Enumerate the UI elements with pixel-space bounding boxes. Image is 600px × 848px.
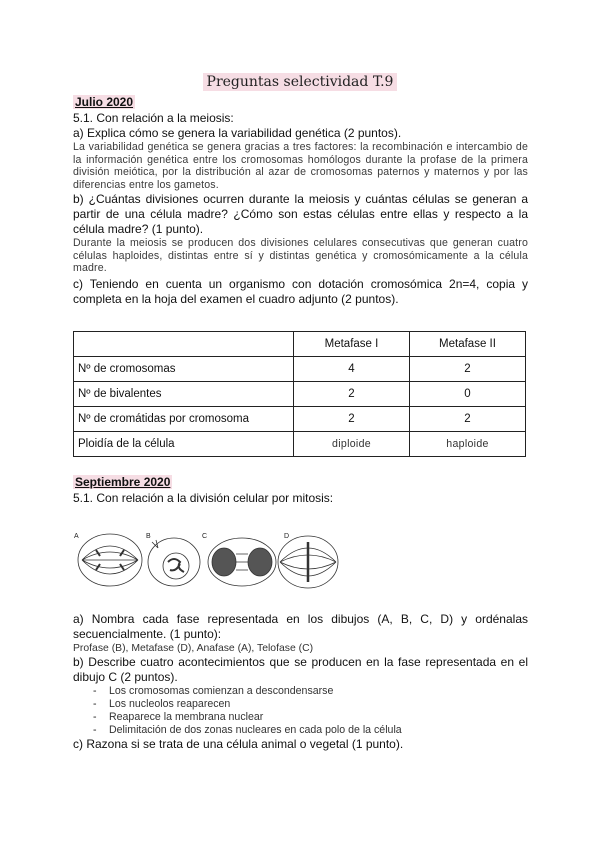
- julio-question-c: c) Teniendo en cuenta un organismo con dotación cromosómica 2n=4, copia y completa en la hoja del examen el cuadro adjunto (2 puntos).: [73, 276, 528, 306]
- figure-label-b: B: [146, 533, 151, 540]
- table-header-cell: [74, 332, 294, 357]
- title-wrapper: [0, 73, 600, 91]
- list-item: - Los nucleolos reaparecen: [93, 698, 528, 711]
- list-item: - Los cromosomas comienzan a descondensarse: [93, 685, 528, 698]
- table-row: [74, 382, 526, 407]
- table-row-label: Nº de cromosomas: [74, 357, 294, 382]
- table-row-label: Nº de cromátidas por cromosoma: [74, 407, 294, 432]
- table-cell: 2: [294, 382, 410, 407]
- julio-section: [73, 93, 528, 307]
- julio-question-a: a) Explica cómo se genera la variabilidad genética (2 puntos).: [73, 126, 402, 140]
- figure-label-c: C: [202, 533, 208, 540]
- table-row-label: Nº de bivalentes: [74, 382, 294, 407]
- page-title: Preguntas selectividad T.9: [203, 73, 398, 91]
- table-row: [74, 407, 526, 432]
- septiembre-question-c: c) Razona si se trata de una célula animal o vegetal (1 punto).: [73, 737, 404, 751]
- cell-a-drawing: [78, 534, 142, 586]
- table-header-cell: Metafase I: [294, 332, 410, 357]
- table-header-row: [74, 332, 526, 357]
- table-cell: haploide: [410, 432, 526, 457]
- meiosis-table: [73, 331, 526, 457]
- septiembre-section: [73, 473, 528, 506]
- julio-question-b: b) ¿Cuántas divisiones ocurren durante la meiosis y cuántas células se generan a partir de una célula madre? ¿Cómo son estas células entre ellas y respecto a la célula madre? (1 punto).: [73, 192, 528, 236]
- mitosis-figure: [72, 522, 342, 594]
- septiembre-questions: [73, 612, 528, 752]
- table-row-label: Ploidía de la célula: [74, 432, 294, 457]
- julio-answer-a: La variabilidad genética se genera gracias a tres factores: la recombinación e intercambio de la información genética entre los cromosomas homólogos durante la profase de la primera división meiótica, por la distribución al azar de cromosomas paternos y maternos y por las diferencias entre los gametos.: [73, 141, 528, 191]
- table-cell: 2: [410, 407, 526, 432]
- cell-b-drawing: [148, 538, 200, 586]
- table-cell: diploide: [294, 432, 410, 457]
- table-header-cell: Metafase II: [410, 332, 526, 357]
- cell-c-drawing: [208, 538, 276, 586]
- table-cell: 0: [410, 382, 526, 407]
- septiembre-intro: 5.1. Con relación a la división celular por mitosis:: [73, 491, 334, 505]
- figure-label-a: A: [74, 533, 79, 540]
- julio-heading: Julio 2020: [75, 95, 134, 109]
- septiembre-question-b: b) Describe cuatro acontecimientos que se producen en la fase representada en el dibujo C (2 puntos).: [73, 655, 528, 684]
- list-item: - Reaparece la membrana nuclear: [93, 711, 528, 724]
- septiembre-heading: Septiembre 2020: [75, 475, 171, 489]
- cell-d-drawing: [278, 536, 338, 588]
- table-cell: 2: [294, 407, 410, 432]
- table-cell: 2: [410, 357, 526, 382]
- table-row: [74, 432, 526, 457]
- list-item: - Delimitación de dos zonas nucleares en cada polo de la célula: [93, 724, 528, 737]
- septiembre-answer-a: Profase (B), Metafase (D), Anafase (A), Telofase (C): [73, 643, 314, 654]
- septiembre-answer-b-list: [73, 685, 528, 737]
- julio-answer-b: Durante la meiosis se producen dos divisiones celulares consecutivas que generan cuatro células haploides, distintas entre sí y distintas genética y cromosómicamente a la célula madre.: [73, 237, 528, 274]
- figure-label-d: D: [284, 533, 290, 540]
- table-row: [74, 357, 526, 382]
- julio-intro: 5.1. Con relación a la meiosis:: [73, 111, 234, 125]
- table-cell: 4: [294, 357, 410, 382]
- septiembre-question-a: a) Nombra cada fase representada en los dibujos (A, B, C, D) y ordénalas secuencialmente. (1 punto):: [73, 612, 528, 641]
